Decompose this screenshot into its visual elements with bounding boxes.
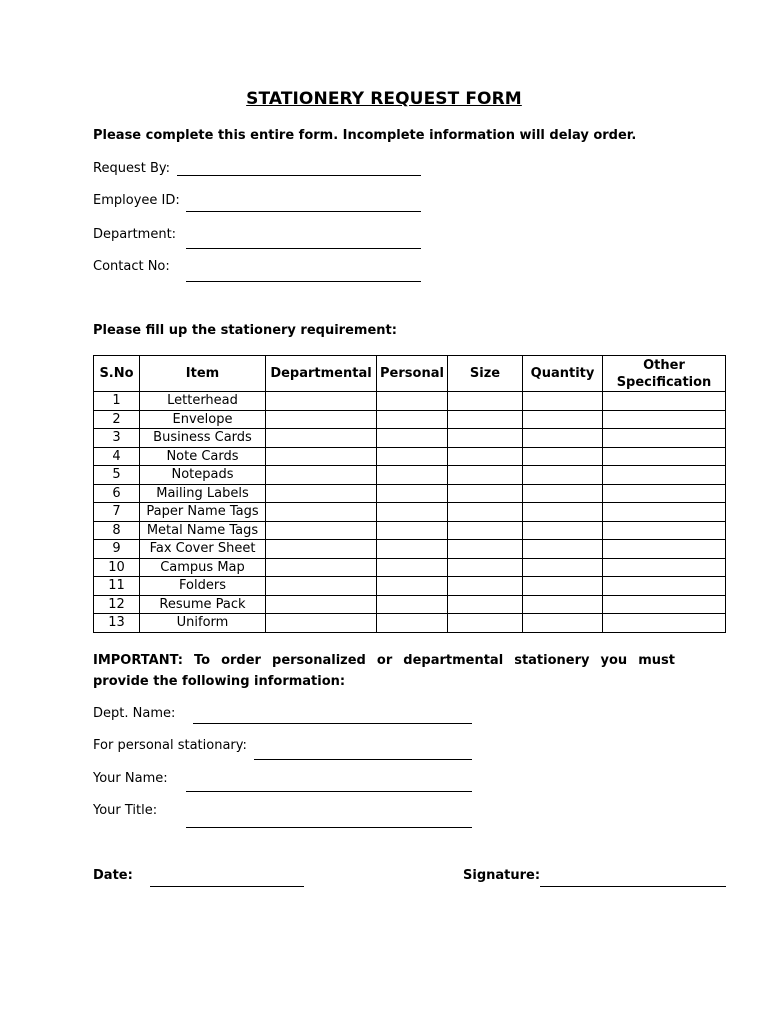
cell-departmental[interactable]: [266, 521, 377, 540]
cell-departmental[interactable]: [266, 410, 377, 429]
cell-item: Paper Name Tags: [140, 503, 266, 522]
employee-id-label: Employee ID:: [93, 193, 180, 208]
cell-departmental[interactable]: [266, 466, 377, 485]
your-name-field[interactable]: [186, 791, 472, 792]
cell-other-specification[interactable]: [603, 577, 726, 596]
cell-item: Folders: [140, 577, 266, 596]
cell-item: Note Cards: [140, 447, 266, 466]
your-name-label: Your Name:: [93, 771, 168, 786]
table-row: [94, 392, 726, 411]
cell-item: Campus Map: [140, 558, 266, 577]
cell-size[interactable]: [448, 521, 523, 540]
cell-quantity[interactable]: [523, 410, 603, 429]
cell-personal[interactable]: [377, 614, 448, 633]
table-row: [94, 521, 726, 540]
table-row: [94, 558, 726, 577]
cell-quantity[interactable]: [523, 392, 603, 411]
cell-departmental[interactable]: [266, 558, 377, 577]
cell-item: Notepads: [140, 466, 266, 485]
cell-departmental[interactable]: [266, 577, 377, 596]
cell-other-specification[interactable]: [603, 521, 726, 540]
stationery-table: [93, 355, 726, 633]
requirement-heading: Please fill up the stationery requirement:: [93, 323, 397, 338]
cell-size[interactable]: [448, 466, 523, 485]
cell-item: Mailing Labels: [140, 484, 266, 503]
department-field[interactable]: [186, 248, 421, 249]
cell-departmental[interactable]: [266, 540, 377, 559]
cell-personal[interactable]: [377, 466, 448, 485]
form-title: STATIONERY REQUEST FORM: [246, 89, 522, 109]
cell-size[interactable]: [448, 484, 523, 503]
cell-departmental[interactable]: [266, 392, 377, 411]
cell-personal[interactable]: [377, 410, 448, 429]
request-by-field[interactable]: [177, 175, 421, 176]
cell-sno: 3: [94, 429, 140, 448]
table-row: [94, 595, 726, 614]
cell-personal[interactable]: [377, 521, 448, 540]
cell-departmental[interactable]: [266, 595, 377, 614]
cell-sno: 6: [94, 484, 140, 503]
table-header-row: [94, 356, 726, 392]
column-header-sno: S.No: [94, 356, 140, 392]
table-row: [94, 540, 726, 559]
cell-size[interactable]: [448, 447, 523, 466]
cell-size[interactable]: [448, 429, 523, 448]
cell-quantity[interactable]: [523, 540, 603, 559]
table-row: [94, 429, 726, 448]
cell-quantity[interactable]: [523, 429, 603, 448]
cell-sno: 13: [94, 614, 140, 633]
cell-item: Resume Pack: [140, 595, 266, 614]
cell-sno: 12: [94, 595, 140, 614]
table-row: [94, 466, 726, 485]
cell-sno: 11: [94, 577, 140, 596]
contact-no-label: Contact No:: [93, 259, 170, 274]
cell-quantity[interactable]: [523, 447, 603, 466]
request-by-label: Request By:: [93, 161, 170, 176]
column-header-personal: Personal: [377, 356, 448, 392]
cell-quantity[interactable]: [523, 503, 603, 522]
cell-personal[interactable]: [377, 392, 448, 411]
cell-sno: 8: [94, 521, 140, 540]
cell-personal[interactable]: [377, 503, 448, 522]
signature-field[interactable]: [540, 886, 726, 887]
cell-departmental[interactable]: [266, 447, 377, 466]
cell-size[interactable]: [448, 595, 523, 614]
cell-sno: 1: [94, 392, 140, 411]
column-header-item: Item: [140, 356, 266, 392]
department-label: Department:: [93, 227, 177, 242]
table-row: [94, 503, 726, 522]
cell-size[interactable]: [448, 614, 523, 633]
cell-item: Business Cards: [140, 429, 266, 448]
table-row: [94, 410, 726, 429]
cell-personal[interactable]: [377, 429, 448, 448]
cell-size[interactable]: [448, 392, 523, 411]
cell-size[interactable]: [448, 410, 523, 429]
cell-size[interactable]: [448, 540, 523, 559]
cell-sno: 2: [94, 410, 140, 429]
cell-item: Fax Cover Sheet: [140, 540, 266, 559]
cell-item: Metal Name Tags: [140, 521, 266, 540]
cell-quantity[interactable]: [523, 614, 603, 633]
cell-size[interactable]: [448, 577, 523, 596]
cell-quantity[interactable]: [523, 558, 603, 577]
column-header-other-specification: Other Specification: [603, 356, 726, 392]
cell-item: Envelope: [140, 410, 266, 429]
cell-other-specification[interactable]: [603, 614, 726, 633]
cell-personal[interactable]: [377, 447, 448, 466]
table-row: [94, 614, 726, 633]
signature-label: Signature:: [463, 868, 541, 883]
cell-personal[interactable]: [377, 484, 448, 503]
cell-quantity[interactable]: [523, 466, 603, 485]
column-header-departmental: Departmental: [266, 356, 377, 392]
cell-sno: 5: [94, 466, 140, 485]
dept-name-field[interactable]: [193, 723, 472, 724]
cell-quantity[interactable]: [523, 577, 603, 596]
cell-personal[interactable]: [377, 558, 448, 577]
cell-other-specification[interactable]: [603, 429, 726, 448]
cell-departmental[interactable]: [266, 503, 377, 522]
cell-departmental[interactable]: [266, 484, 377, 503]
cell-sno: 4: [94, 447, 140, 466]
personal-stationary-label: For personal stationary:: [93, 738, 247, 753]
cell-item: Uniform: [140, 614, 266, 633]
date-field[interactable]: [150, 886, 304, 887]
important-note: IMPORTANT: To order personalized or departmental stationery you must provide the following information:: [93, 653, 675, 689]
cell-item: Letterhead: [140, 392, 266, 411]
table-row: [94, 484, 726, 503]
cell-sno: 10: [94, 558, 140, 577]
cell-quantity[interactable]: [523, 595, 603, 614]
column-header-size: Size: [448, 356, 523, 392]
table-row: [94, 447, 726, 466]
your-title-label: Your Title:: [93, 803, 158, 818]
cell-other-specification[interactable]: [603, 540, 726, 559]
cell-personal[interactable]: [377, 540, 448, 559]
cell-other-specification[interactable]: [603, 503, 726, 522]
cell-other-specification[interactable]: [603, 595, 726, 614]
cell-other-specification[interactable]: [603, 447, 726, 466]
date-label: Date:: [93, 868, 133, 883]
column-header-quantity: Quantity: [523, 356, 603, 392]
cell-other-specification[interactable]: [603, 466, 726, 485]
cell-other-specification[interactable]: [603, 392, 726, 411]
dept-name-label: Dept. Name:: [93, 706, 176, 721]
cell-other-specification[interactable]: [603, 558, 726, 577]
employee-id-field[interactable]: [186, 211, 421, 212]
cell-sno: 9: [94, 540, 140, 559]
cell-departmental[interactable]: [266, 429, 377, 448]
cell-departmental[interactable]: [266, 614, 377, 633]
cell-quantity[interactable]: [523, 521, 603, 540]
contact-no-field[interactable]: [186, 281, 421, 282]
cell-other-specification[interactable]: [603, 410, 726, 429]
cell-size[interactable]: [448, 503, 523, 522]
cell-sno: 7: [94, 503, 140, 522]
table-row: [94, 577, 726, 596]
cell-personal[interactable]: [377, 577, 448, 596]
cell-other-specification[interactable]: [603, 484, 726, 503]
cell-quantity[interactable]: [523, 484, 603, 503]
cell-personal[interactable]: [377, 595, 448, 614]
cell-size[interactable]: [448, 558, 523, 577]
form-instruction: Please complete this entire form. Incomplete information will delay order.: [93, 128, 637, 143]
personal-stationary-field[interactable]: [254, 759, 472, 760]
your-title-field[interactable]: [186, 827, 472, 828]
